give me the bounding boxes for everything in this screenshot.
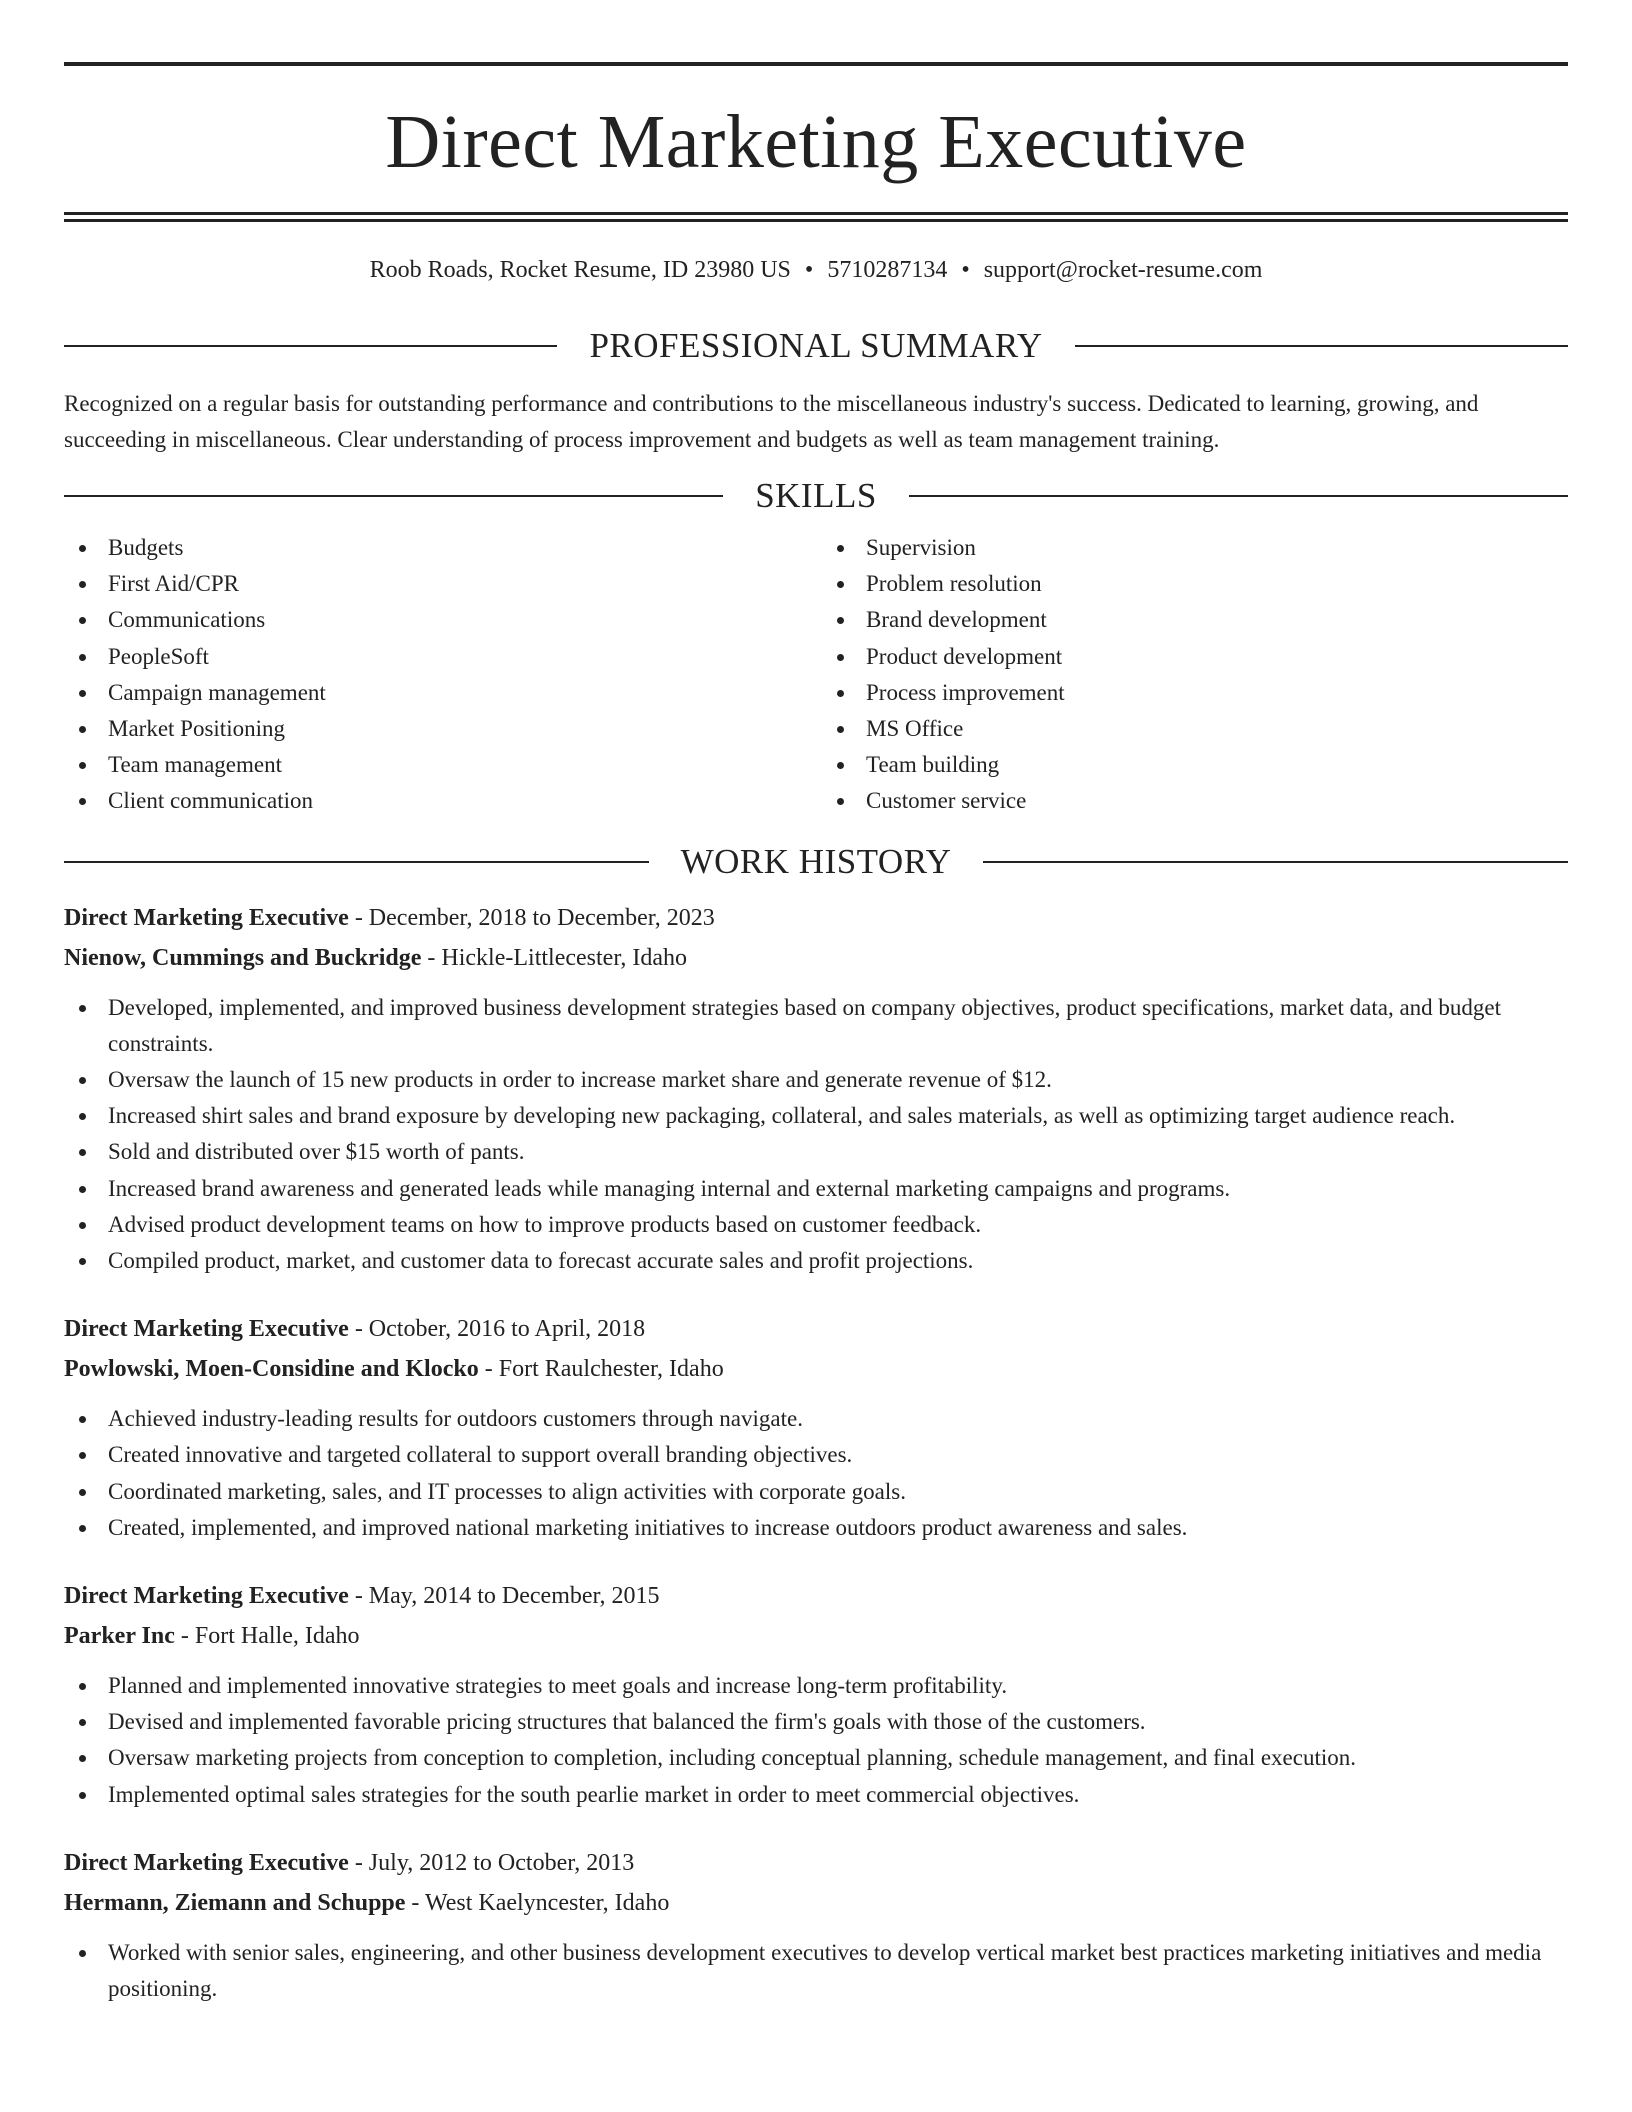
job-dates: - October, 2016 to April, 2018 [348,1316,646,1343]
work-heading [64,842,1568,882]
job-entry [64,898,1568,1280]
job-location: - Fort Raulchester, Idaho [478,1356,724,1383]
heading-rule [64,861,649,863]
job-title: Direct Marketing Executive [64,904,349,931]
skills-heading [64,476,1568,516]
job-entry [64,1843,1568,2007]
skill-item: Problem resolution [822,566,1568,602]
job-bullet: Increased shirt sales and brand exposure by developing new packaging, collateral, and sales materials, as well as optimizing target audience reach. [64,1098,1568,1134]
contact-line [64,256,1568,284]
job-bullet: Achieved industry-leading results for outdoors customers through navigate. [64,1401,1568,1437]
job-company: Nienow, Cummings and Buckridge [64,944,422,971]
job-bullets [64,1401,1568,1546]
job-location: - Hickle-Littlecester, Idaho [421,944,687,971]
double-rule [64,212,1568,222]
job-bullet: Worked with senior sales, engineering, and other business development executives to develop vertical market best practices marketing initiatives and media positioning. [64,1935,1568,2007]
job-company-line [64,938,1568,978]
job-bullet: Developed, implemented, and improved business development strategies based on company objectives, product specifications, market data, and budget constraints. [64,990,1568,1062]
job-company: Powlowski, Moen-Considine and Klocko [64,1356,479,1383]
contact-address: Roob Roads, Rocket Resume, ID 23980 US [369,257,791,283]
job-bullet: Compiled product, market, and customer data to forecast accurate sales and profit projections. [64,1243,1568,1279]
skills-column-right [816,530,1568,820]
heading-rule [983,861,1568,863]
skill-item: Supervision [822,530,1568,566]
job-company-line [64,1616,1568,1656]
skills-list [64,530,1568,820]
skill-item: Client communication [64,783,816,819]
job-bullet: Created, implemented, and improved national marketing initiatives to increase outdoors product awareness and sales. [64,1510,1568,1546]
job-title-line [64,898,1568,938]
skill-item: PeopleSoft [64,639,816,675]
contact-separator: • [961,257,970,283]
job-bullet: Implemented optimal sales strategies for the south pearlie market in order to meet commercial objectives. [64,1777,1568,1813]
skill-item: Communications [64,602,816,638]
job-entry [64,1309,1568,1546]
summary-heading [64,326,1568,366]
skill-item: First Aid/CPR [64,566,816,602]
heading-rule [1075,345,1568,347]
resume-name: Direct Marketing Executive [385,100,1247,184]
skill-item: Market Positioning [64,711,816,747]
job-title-line [64,1576,1568,1616]
job-dates: - July, 2012 to October, 2013 [348,1849,635,1876]
work-history-list [64,898,1568,2008]
job-company: Parker Inc [64,1623,175,1650]
job-title-line [64,1843,1568,1883]
job-dates: - December, 2018 to December, 2023 [348,904,715,931]
skill-item: Process improvement [822,675,1568,711]
skill-item: Customer service [822,783,1568,819]
heading-rule [64,495,723,497]
summary-title: PROFESSIONAL SUMMARY [589,326,1043,365]
job-entry [64,1576,1568,1813]
job-bullet: Coordinated marketing, sales, and IT processes to align activities with corporate goals. [64,1474,1568,1510]
job-location: - Fort Halle, Idaho [174,1623,360,1650]
job-bullets [64,1935,1568,2007]
job-title-line [64,1309,1568,1349]
job-bullet: Devised and implemented favorable pricing structures that balanced the firm's goals with those of the customers. [64,1704,1568,1740]
skills-column-left [64,530,816,820]
job-bullet: Created innovative and targeted collateral to support overall branding objectives. [64,1437,1568,1473]
heading-rule [64,345,557,347]
skills-title: SKILLS [755,476,877,515]
contact-separator: • [804,257,814,283]
job-company-line [64,1883,1568,1923]
job-bullet: Oversaw marketing projects from conception to completion, including conceptual planning, schedule management, and final execution. [64,1740,1568,1776]
skill-item: MS Office [822,711,1568,747]
job-bullet: Advised product development teams on how to improve products based on customer feedback. [64,1207,1568,1243]
skill-item: Campaign management [64,675,816,711]
contact-phone: 5710287134 [827,257,948,283]
skill-item: Budgets [64,530,816,566]
job-bullets [64,1668,1568,1813]
skill-item: Team management [64,747,816,783]
summary-text: Recognized on a regular basis for outstanding performance and contributions to the miscellaneous industry's success. Dedicated to learning, growing, and succeeding in miscellaneous. Clear understanding of process improvement and budgets as well as team management training. [64,391,1479,452]
contact-email: support@rocket-resume.com [983,257,1263,283]
job-company-line [64,1349,1568,1389]
skill-item: Team building [822,747,1568,783]
work-title: WORK HISTORY [680,841,952,881]
job-title: Direct Marketing Executive [64,1849,349,1876]
job-bullet: Planned and implemented innovative strategies to meet goals and increase long-term profitability. [64,1668,1568,1704]
job-title: Direct Marketing Executive [64,1316,349,1343]
job-dates: - May, 2014 to December, 2015 [348,1583,660,1610]
job-location: - West Kaelyncester, Idaho [405,1889,670,1916]
job-company: Hermann, Ziemann and Schuppe [64,1889,406,1916]
job-bullet: Sold and distributed over $15 worth of pants. [64,1134,1568,1170]
job-bullet: Oversaw the launch of 15 new products in order to increase market share and generate revenue of $12. [64,1062,1568,1098]
skill-item: Product development [822,639,1568,675]
skill-item: Brand development [822,602,1568,638]
job-bullet: Increased brand awareness and generated leads while managing internal and external marketing campaigns and programs. [64,1171,1568,1207]
job-title: Direct Marketing Executive [64,1583,349,1610]
job-bullets [64,990,1568,1280]
heading-rule [909,495,1568,497]
